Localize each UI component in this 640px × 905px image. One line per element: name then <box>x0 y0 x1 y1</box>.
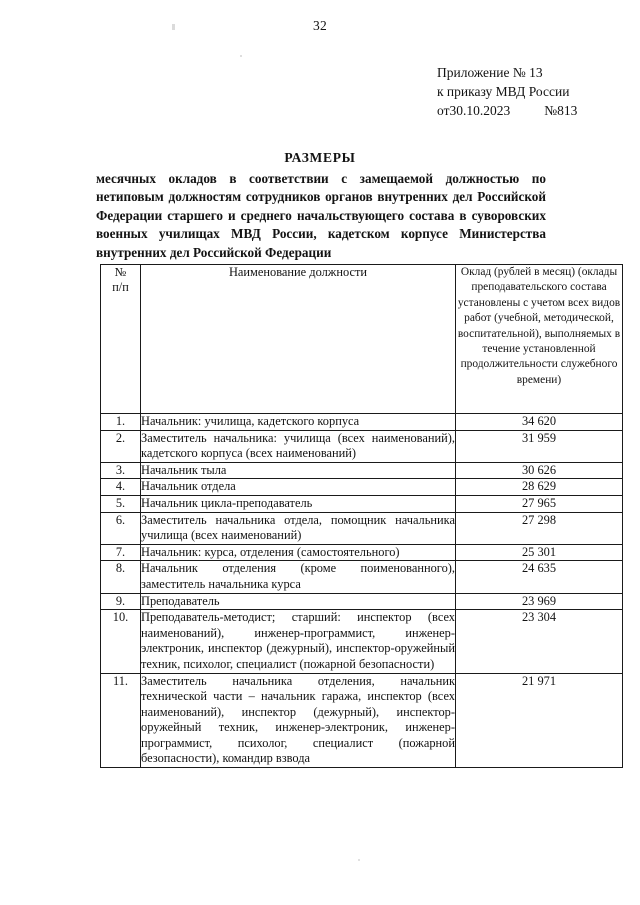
salary-amount-cell: 27 965 <box>456 495 623 512</box>
position-title-cell: Начальник: курса, отделения (самостоятельного) <box>141 544 456 561</box>
row-number-cell: 5. <box>101 495 141 512</box>
row-number-cell: 3. <box>101 462 141 479</box>
salary-table <box>100 264 623 768</box>
table-row <box>101 610 623 673</box>
salary-amount-cell: 34 620 <box>456 414 623 431</box>
salary-amount-cell: 25 301 <box>456 544 623 561</box>
position-title-cell: Заместитель начальника отдела, помощник начальника училища (всех наименований) <box>141 512 456 544</box>
appendix-date: от30.10.2023 <box>437 103 511 118</box>
table-row <box>101 561 623 593</box>
position-title-cell: Начальник отделения (кроме поименованного), заместитель начальника курса <box>141 561 456 593</box>
row-number-cell: 6. <box>101 512 141 544</box>
position-title-cell: Начальник цикла-преподаватель <box>141 495 456 512</box>
appendix-number: №813 <box>544 103 578 118</box>
row-number-cell: 11. <box>101 673 141 768</box>
column-header-number <box>101 265 141 414</box>
column-header-position-title: Наименование должности <box>141 265 456 414</box>
salary-amount-cell: 30 626 <box>456 462 623 479</box>
salary-amount-cell: 31 959 <box>456 430 623 462</box>
position-title-cell: Заместитель начальника отделения, начальник технической части – начальник гаража, инспектор (всех наименований), инспектор (дежурный), инспектор-оружейный техник, инженер-электроник, инженер-программист, психолог, специалист (пожарной безопасности), командир взвода <box>141 673 456 768</box>
salary-amount-cell: 24 635 <box>456 561 623 593</box>
salary-amount-cell: 23 304 <box>456 610 623 673</box>
table-row <box>101 414 623 431</box>
row-number-cell: 7. <box>101 544 141 561</box>
row-number-cell: 10. <box>101 610 141 673</box>
position-title-cell: Начальник: училища, кадетского корпуса <box>141 414 456 431</box>
table-row <box>101 462 623 479</box>
position-title-cell: Преподаватель <box>141 593 456 610</box>
table-row <box>101 544 623 561</box>
row-number-cell: 4. <box>101 479 141 496</box>
appendix-order-line: к приказу МВД России <box>437 84 570 99</box>
document-title: РАЗМЕРЫ <box>284 150 356 165</box>
table-row <box>101 593 623 610</box>
table-row <box>101 673 623 768</box>
scan-artifact <box>358 859 360 861</box>
table-row <box>101 495 623 512</box>
table-row <box>101 479 623 496</box>
row-number-cell: 1. <box>101 414 141 431</box>
salary-amount-cell: 23 969 <box>456 593 623 610</box>
row-number-cell: 2. <box>101 430 141 462</box>
document-subtitle: месячных окладов в соответствии с замещаемой должностью по нетиповым должностям сотрудников органов внутренних дел Российской Федерации старшего и среднего начальствующего состава в суворовских военных училищах МВД России, кадетском корпусе Министерства внутренних дел Российской Федерации <box>96 171 546 260</box>
row-number-cell: 9. <box>101 593 141 610</box>
column-header-number-line1: № <box>114 265 127 279</box>
position-title-cell: Преподаватель-методист; старший: инспектор (всех наименований), инженер-программист, инженер-электроник, инспектор (дежурный), инспектор-оружейный техник, психолог, специалист (пожарной безопасности) <box>141 610 456 673</box>
appendix-reference-block <box>437 63 637 120</box>
position-title-cell: Начальник отдела <box>141 479 456 496</box>
row-number-cell: 8. <box>101 561 141 593</box>
appendix-date-number-line <box>437 101 637 120</box>
table-header-row <box>101 265 623 414</box>
position-title-cell: Начальник тыла <box>141 462 456 479</box>
appendix-title-line: Приложение № 13 <box>437 65 543 80</box>
salary-amount-cell: 28 629 <box>456 479 623 496</box>
page-number: 32 <box>313 18 327 33</box>
scan-artifact <box>240 55 242 57</box>
position-title-cell: Заместитель начальника: училища (всех наименований), кадетского корпуса (всех наименований) <box>141 430 456 462</box>
column-header-salary: Оклад (рублей в месяц) (оклады преподавательского состава установлены с учетом всех видов работ (учебной, методической, воспитательной), выполняемых в течение установленной продолжительности служебного времени) <box>456 265 623 414</box>
table-row <box>101 430 623 462</box>
column-header-number-line2: п/п <box>112 280 129 295</box>
salary-amount-cell: 21 971 <box>456 673 623 768</box>
table-body <box>101 414 623 768</box>
salary-amount-cell: 27 298 <box>456 512 623 544</box>
table-row <box>101 512 623 544</box>
